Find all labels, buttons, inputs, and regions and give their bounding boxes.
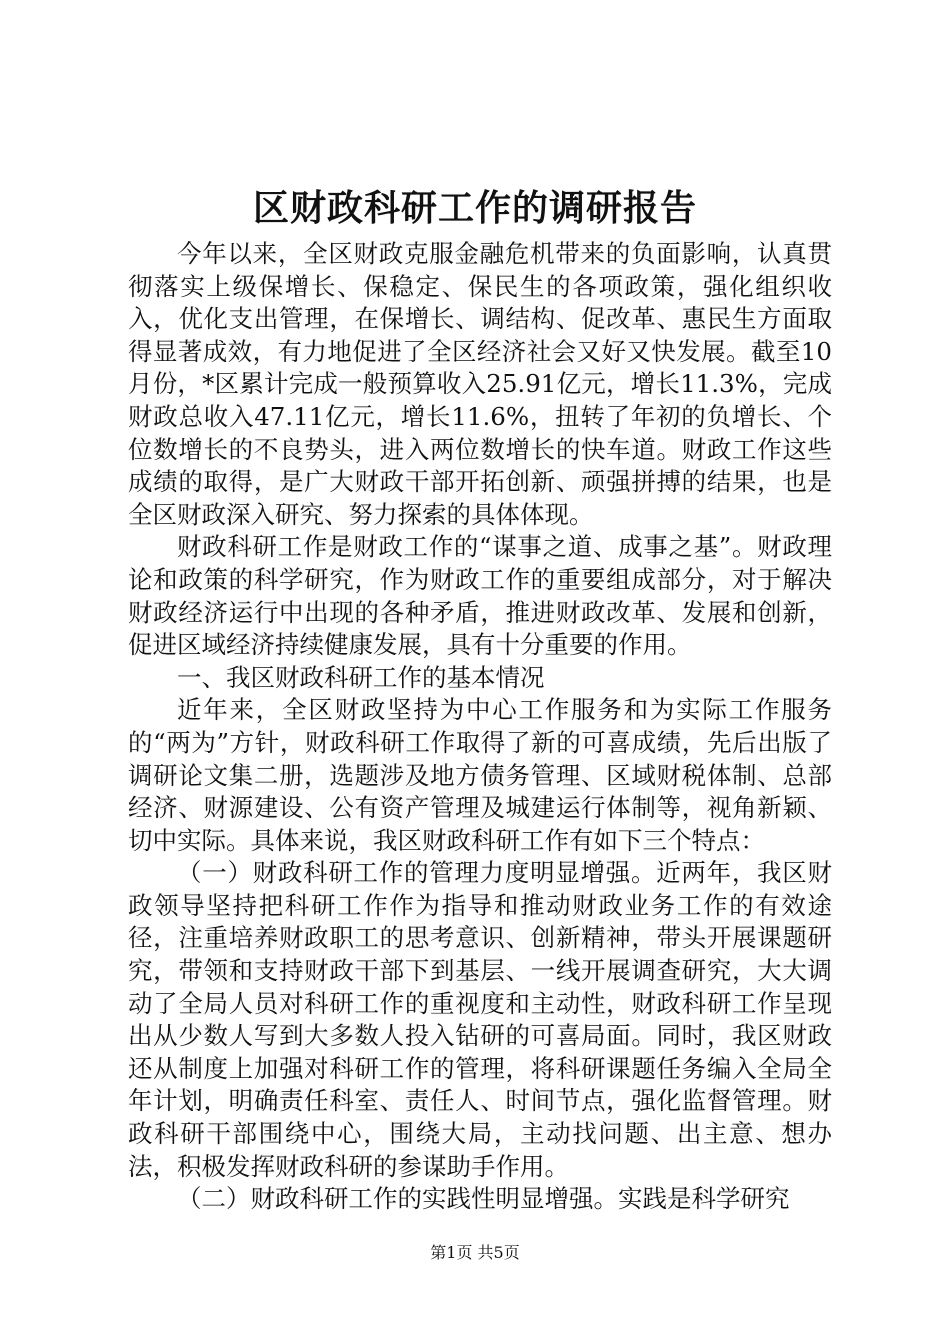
paragraph-intro: 今年以来，全区财政克服金融危机带来的负面影响，认真贯彻落实上级保增长、保稳定、保民生的各项政策，强化组织收入，优化支出管理，在保增长、调结构、促改革、惠民生方面取得显著成效，有力地促进了全区经济社会又好又快发展。截至10月份，*区累计完成一般预算收入25.91亿元，增长11.3%，完成财政总收入47.11亿元，增长11.6%，扭转了年初的负增长、个位数增长的不良势头，进入两位数增长的快车道。财政工作这些成绩的取得，是广大财政干部开拓创新、顽强拼搏的结果，也是全区财政深入研究、努力探索的具体体现。: [128, 239, 832, 529]
paragraph-feature-1: （一）财政科研工作的管理力度明显增强。近两年，我区财政领导坚持把科研工作作为指导和推动财政业务工作的有效途径，注重培养财政职工的思考意识、创新精神，带头开展课题研究，带领和支持财政干部下到基层、一线开展调查研究，大大调动了全局人员对科研工作的重视度和主动性，财政科研工作呈现出从少数人写到大多数人投入钻研的可喜局面。同时，我区财政还从制度上加强对科研工作的管理，将科研课题任务编入全局全年计划，明确责任科室、责任人、时间节点，强化监督管理。财政科研干部围绕中心，围绕大局，主动找问题、出主意、想办法，积极发挥财政科研的参谋助手作用。: [128, 858, 832, 1181]
document-body: [128, 238, 832, 1216]
paragraph-feature-2: （二）财政科研工作的实践性明显增强。实践是科学研究: [177, 1184, 790, 1214]
paragraph-importance: 财政科研工作是财政工作的“谋事之道、成事之基”。财政理论和政策的科学研究，作为财政工作的重要组成部分，对于解决财政经济运行中出现的各种矛盾，推进财政改革、发展和创新，促进区域经济持续健康发展，具有十分重要的作用。: [128, 532, 832, 660]
page-number-footer: 第1页 共5页: [430, 1243, 520, 1262]
paragraph-overview: 近年来，全区财政坚持为中心工作服务和为实际工作服务的“两为”方针，财政科研工作取得了新的可喜成绩，先后出版了调研论文集二册，选题涉及地方债务管理、区域财税体制、总部经济、财源建设、公有资产管理及城建运行体制等，视角新颖、切中实际。具体来说，我区财政科研工作有如下三个特点：: [128, 695, 832, 855]
section-heading-1: 一、我区财政科研工作的基本情况: [177, 662, 545, 692]
document-title: 区财政科研工作的调研报告: [252, 187, 697, 229]
